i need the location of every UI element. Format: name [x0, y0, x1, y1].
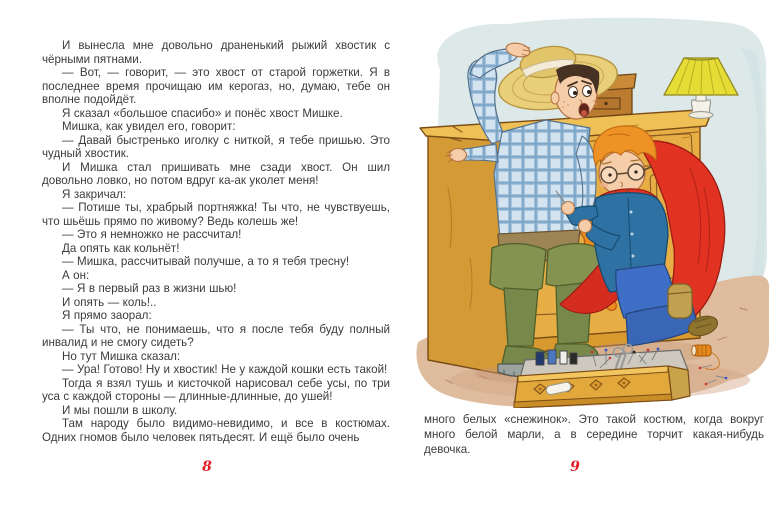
- paragraph: Да опять как кольнёт!: [62, 241, 180, 255]
- illustration-boys-sewing-tail: [400, 8, 770, 408]
- paragraph: — Ура! Готово! Ну и хвостик! Не у каждой кошки есть такой!: [62, 363, 388, 376]
- illustration-svg: [400, 8, 770, 408]
- page-number-left: 8: [202, 459, 212, 475]
- paragraph: Но тут Мишка сказал:: [62, 349, 181, 363]
- paragraph: Я прямо заорал:: [62, 309, 152, 322]
- paragraph: — Вот, — говорит, — это хвост от старой горжетки. Я в последнее время прочищаю им керогаз, но, думаю, тебе он вполне подойдёт.: [42, 66, 390, 106]
- paragraph: — Ты что, не понимаешь, что я после тебя буду полный инвалид и не смогу сидеть?: [42, 322, 390, 349]
- paragraph: И вынесла мне довольно драненький рыжий хвостик с чёрными пятнами.: [42, 39, 390, 66]
- paragraph: — Давай быстренько иголку с ниткой, я тебе пришью. Это чудный хвостик.: [42, 133, 390, 160]
- paragraph: Там народу было видимо-невидимо, и все в костюмах. Одних гномов было человек пятьдесят. И ещё было очень: [42, 417, 390, 444]
- paragraph: А он:: [62, 268, 90, 282]
- paragraph: И мы пошли в школу.: [62, 403, 178, 417]
- paragraph: Я сказал «большое спасибо» и понёс хвост Мишке.: [62, 106, 343, 120]
- paragraph: Тогда я взял тушь и кисточкой нарисовал себе усы, по три уса с каждой стороны — длинные-длинные, до ушей!: [42, 376, 390, 403]
- paragraph: Мишка, как увидел его, говорит:: [62, 120, 236, 133]
- left-text-column: [42, 39, 390, 444]
- paragraph: Я закричал:: [62, 187, 127, 201]
- paragraph: И Мишка стал пришивать мне сзади хвост. Он шил довольно ловко, но потом вдруг ка-ак уколет меня!: [42, 160, 390, 187]
- page-right: [395, 0, 779, 522]
- paragraph: — Потише ты, храбрый портняжка! Ты что, не чувствуешь, что шьёшь прямо по живому? Ведь колешь же!: [42, 201, 390, 228]
- paragraph: — Это я немножко не рассчитал!: [62, 228, 242, 241]
- paragraph: много белых «снежинок». Это такой костюм, когда вокруг много белой марли, а в середине торчит какая-нибудь девочка.: [424, 413, 764, 456]
- paragraph: И опять — коль!..: [62, 295, 157, 309]
- right-text-column: [424, 412, 764, 457]
- hand-with-needle: [562, 202, 575, 215]
- paragraph: — Мишка, рассчитывай получше, а то я тебя тресну!: [62, 255, 350, 268]
- paragraph: — Я в первый раз в жизни шью!: [62, 282, 237, 295]
- page-number-right: 9: [570, 459, 580, 475]
